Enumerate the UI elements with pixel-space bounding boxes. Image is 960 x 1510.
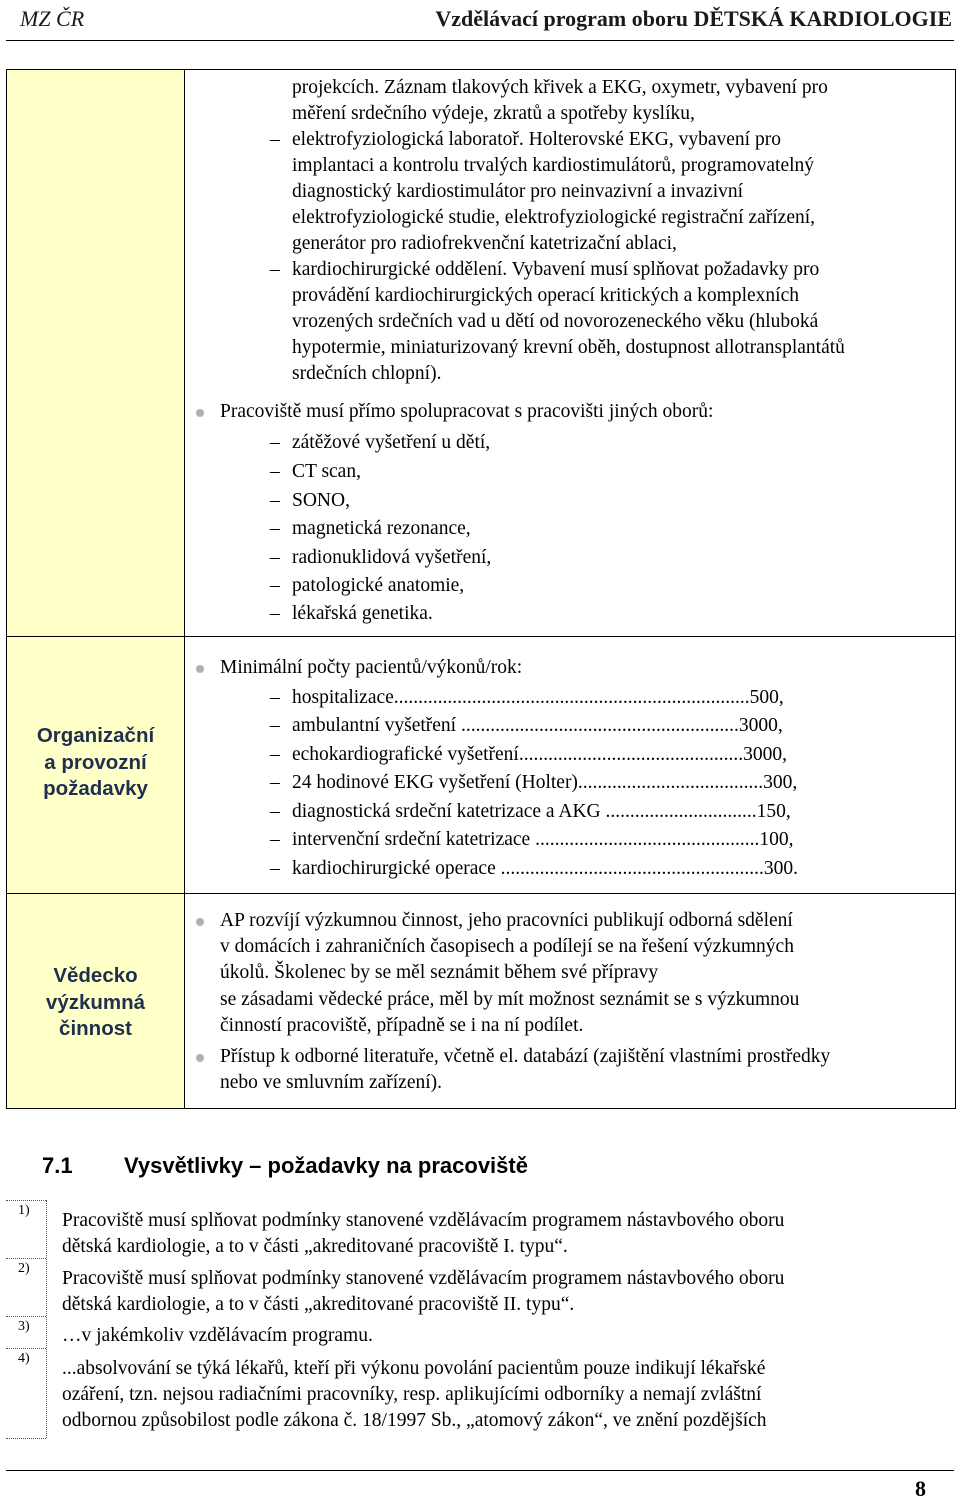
footnote-text: dětská kardiologie, a to v části „akreditované pracoviště I. typu“. [62,1236,568,1257]
text-line: nebo ve smluvním zařízení). [220,1072,443,1093]
list-item: kardiochirurgické operace ......................................................300. [292,858,798,879]
text-line: Přístup k odborné literatuře, včetně el. databází (zajištění vlastními prostředky [220,1046,831,1067]
footnote-column-rule [46,1200,47,1438]
dash-marker: – [270,801,280,822]
text-line: činností pracoviště, případně se i na ní podílet. [220,1015,584,1036]
row-separator-2 [7,893,955,894]
dash-marker: – [270,490,280,511]
bullet-text: Pracoviště musí přímo spolupracovat s pracovišti jiných oborů: [220,401,714,422]
dash-marker: – [270,744,280,765]
dash-marker: – [270,715,280,736]
footnote-rule [6,1200,46,1201]
bullet-text: Minimální počty pacientů/výkonů/rok: [220,657,523,678]
header-title: Vzdělávací program oboru DĚTSKÁ KARDIOLOGIE [435,6,952,31]
list-item: echokardiografické vyšetření..............................................3000, [292,744,787,765]
text-line: úkolů. Školenec by se měl seznámit během své přípravy [220,962,659,983]
list-item: magnetická rezonance, [292,518,471,539]
list-item: lékařská genetika. [292,603,433,624]
list-item: zátěžové vyšetření u dětí, [292,432,491,453]
list-item: SONO, [292,490,350,511]
footnote-rule [6,1438,46,1439]
list-item: diagnostická srdeční katetrizace a AKG ...............................150, [292,801,791,822]
list-item: 24 hodinové EKG vyšetření (Holter)......................................300, [292,772,798,793]
dash-marker: – [270,858,280,879]
footnote-rule [6,1316,46,1317]
text-line: vrozených srdečních vad u dětí od novorozeneckého věku (hluboká [292,311,819,332]
footnote-text: odbornou způsobilost podle zákona č. 18/1997 Sb., „atomový zákon“, ve znění pozdějších [62,1410,767,1431]
text-line: srdečních chlopní). [292,363,442,384]
footnote-rule [6,1348,46,1349]
dash-marker: – [270,687,280,708]
dash-marker: – [270,259,280,280]
text-line: měření srdečního výdeje, zkratů a spotřeby kyslíku, [292,103,695,124]
dash-marker: – [270,129,280,150]
footnote-number: 4) [18,1351,30,1366]
dash-marker: – [270,432,280,453]
footnote-number: 3) [18,1319,30,1334]
footnote-text: Pracoviště musí splňovat podmínky stanovené vzdělávacím programem nástavbového oboru [62,1268,785,1289]
bullet-icon [196,1054,204,1062]
text-line: provádění kardiochirurgických operací kritických a komplexních [292,285,799,306]
footnote-number: 1) [18,1203,30,1218]
section-title: Vysvětlivky – požadavky na pracoviště [124,1153,528,1178]
bullet-icon [196,665,204,673]
footnote-number: 2) [18,1261,30,1276]
text-line: hypotermie, miniaturizovaný krevní oběh, dostupnost allotransplantátů [292,337,845,358]
dash-marker: – [270,575,280,596]
text-line: v domácích i zahraničních časopisech a podílejí se na řešení výzkumných [220,936,794,957]
list-item: hospitalizace.........................................................................500, [292,687,784,708]
label-organizacni: Organizační a provozní požadavky [36,724,155,800]
section-number: 7.1 [42,1153,73,1178]
bullet-icon [196,409,204,417]
text-line: elektrofyziologické studie, elektrofyziologické registrační zařízení, [292,207,816,228]
footnote-text: Pracoviště musí splňovat podmínky stanovené vzdělávacím programem nástavbového oboru [62,1210,785,1231]
dash-marker: – [270,772,280,793]
list-item: ambulantní vyšetření .........................................................3000, [292,715,783,736]
header-left: MZ ČR [20,6,85,31]
text-line: diagnostický kardiostimulátor pro neinvazivní a invazivní [292,181,744,202]
list-item: patologické anatomie, [292,575,465,596]
footnote-text: …v jakémkoliv vzdělávacím programu. [62,1325,373,1346]
list-item: intervenční srdeční katetrizace ..............................................100, [292,829,794,850]
text-line: generátor pro radiofrekvenční katetrizační ablaci, [292,233,677,254]
dash-marker: – [270,518,280,539]
footer-rule [6,1470,954,1471]
dash-marker: – [270,603,280,624]
label-vedecko: Vědecko výzkumná činnost [45,964,146,1040]
footnote-text: ozáření, tzn. nejsou radiačními pracovníky, resp. aplikujícími odborníky a nemají zvláštní [62,1384,762,1405]
row-separator-1 [7,636,955,637]
dash-marker: – [270,547,280,568]
text-line: AP rozvíjí výzkumnou činnost, jeho pracovníci publikují odborná sdělení [220,910,793,931]
footnote-text: dětská kardiologie, a to v části „akreditované pracoviště II. typu“. [62,1294,575,1315]
text-line: se zásadami vědecké práce, měl by mít možnost seznámit se s výzkumnou [220,989,800,1010]
list-item: CT scan, [292,461,361,482]
text-line: elektrofyziologická laboratoř. Holterovské EKG, vybavení pro [292,129,781,150]
dash-marker: – [270,461,280,482]
dash-marker: – [270,829,280,850]
text-line: projekcích. Záznam tlakových křivek a EKG, oxymetr, vybavení pro [292,77,828,98]
text-line: implantaci a kontrolu trvalých kardiostimulátorů, programovatelný [292,155,815,176]
text-line: kardiochirurgické oddělení. Vybavení musí splňovat požadavky pro [292,259,820,280]
bullet-icon [196,918,204,926]
page-header [0,0,960,40]
footnote-text: ...absolvování se týká lékařů, kteří při výkonu povolání pacientům pouze indikují lékařské [62,1358,766,1379]
list-item: radionuklidová vyšetření, [292,547,492,568]
label-column [7,70,185,1108]
page-number: 8 [915,1476,926,1501]
footnote-rule [6,1258,46,1259]
header-rule [6,40,954,41]
